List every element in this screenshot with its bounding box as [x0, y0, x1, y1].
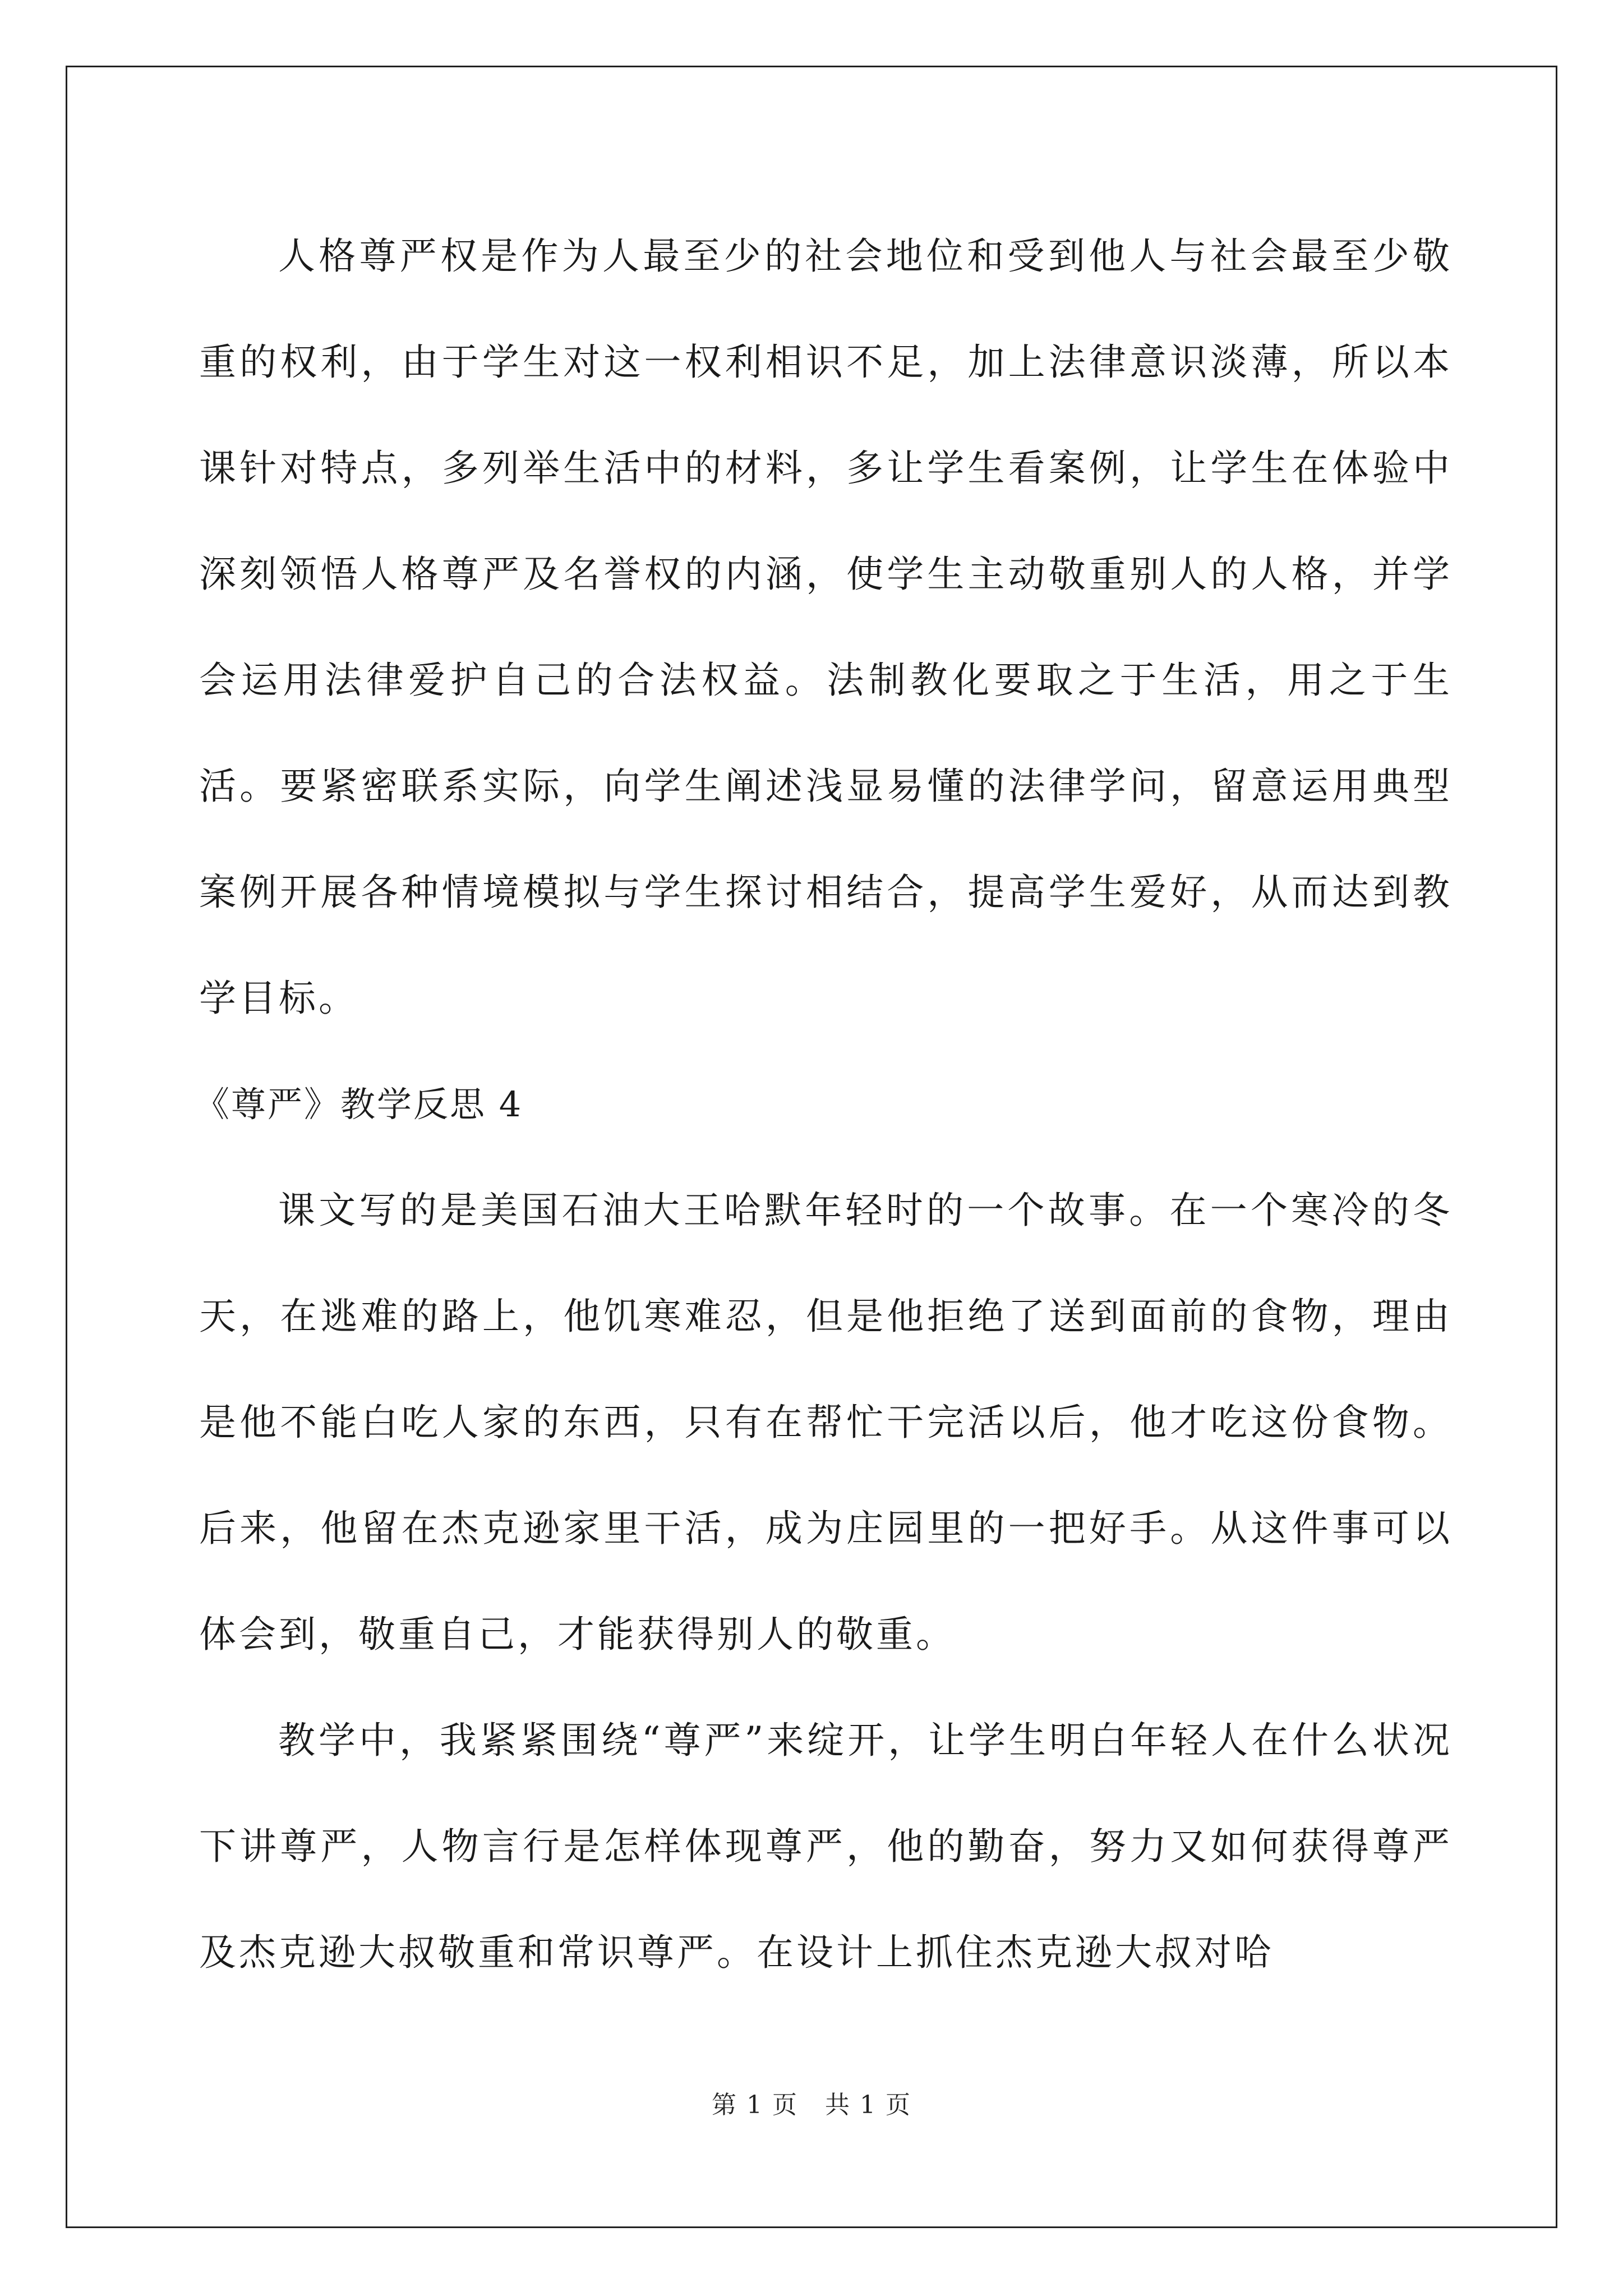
section-heading: 《尊严》教学反思 4: [195, 1084, 523, 1125]
paragraph-teaching: 教学中，我紧紧围绕“尊严”来绽开，让学生明白年轻人在什么状况下讲尊严，人物言行是怎样体现尊严，他的勤奋，努力又如何获得尊严及杰克逊大叔敬重和常识尊严。在设计上抓住杰克逊大叔对哈: [199, 1719, 1453, 1974]
total-pages: 共 1 页: [824, 2091, 911, 2119]
paragraph-story: 课文写的是美国石油大王哈默年轻时的一个故事。在一个寒冷的冬天，在逃难的路上，他饥寒难忍，但是他拒绝了送到面前的食物，理由是他不能白吃人家的东西，只有在帮忙干完活以后，他才吃这份食物。后来，他留在杰克逊家里干活，成为庄园里的一把好手。从这件事可以体会到，敬重自己，才能获得别人的敬重。: [199, 1189, 1453, 1656]
paragraph-personal-dignity: 人格尊严权是作为人最至少的社会地位和受到他人与社会最至少敬重的权利，由于学生对这一权利相识不足，加上法律意识淡薄，所以本课针对特点，多列举生活中的材料，多让学生看案例，让学生在体验中深刻领悟人格尊严及名誉权的内涵，使学生主动敬重别人的人格，并学会运用法律爱护自己的合法权益。法制教化要取之于生活，用之于生活。要紧密联系实际，向学生阐述浅显易懂的法律学问，留意运用典型案例开展各种情境模拟与学生探讨相结合，提高学生爱好，从而达到教学目标。: [199, 234, 1453, 1020]
page-number: 第 1 页: [712, 2091, 799, 2119]
page-footer: [0, 2085, 1623, 2120]
document-body: [195, 203, 1453, 2005]
